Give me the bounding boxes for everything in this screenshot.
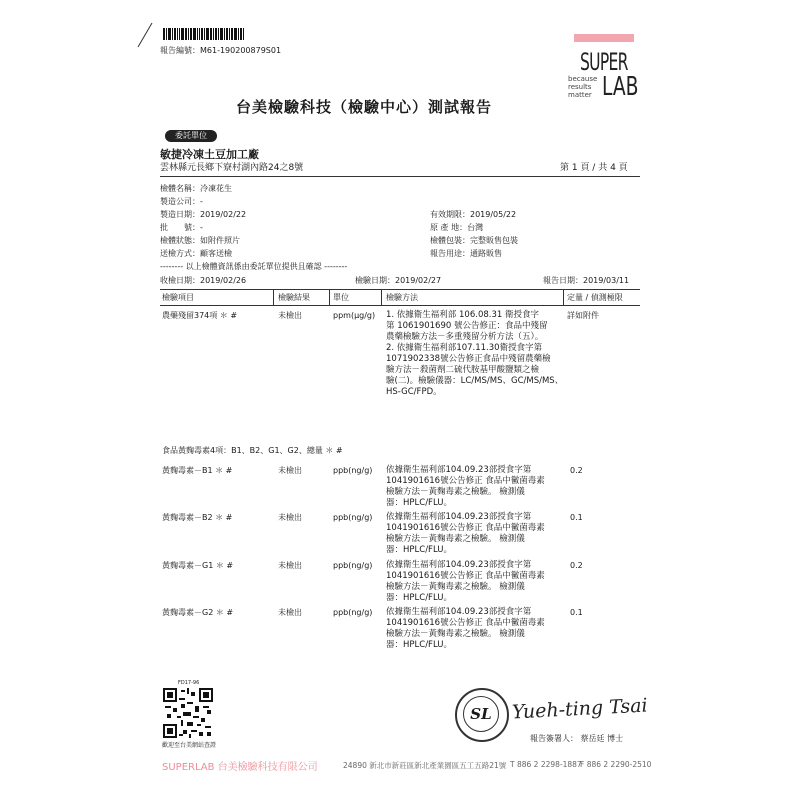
table-row-item: 黃麴毒素－B2 ＊ #: [162, 513, 233, 522]
table-row-item: 黃麴毒素－G1 ＊ #: [162, 561, 234, 570]
table-row-method: 依據衛生福利部104.09.23部授食字第 1041901616號公告修正 食品中黴菌毒素 檢驗方法－黃麴毒素之檢驗。 檢測儀 器：HPLC/FLU。: [386, 512, 545, 555]
table-row-limit: 0.2: [570, 466, 583, 475]
table-row-result: 未檢出: [278, 561, 302, 570]
seal-stamp: SL: [455, 688, 509, 742]
col-divider: [273, 289, 274, 305]
test-date: 檢驗日期：2019/02/27: [355, 276, 442, 285]
sample-name: 檢體名稱：冷凍花生: [160, 184, 232, 193]
disclaimer: -------- 以上檢體資訊係由委託單位提供且確認 --------: [160, 262, 348, 271]
table-row-unit: ppb(ng/g): [333, 561, 373, 570]
qr-code[interactable]: [163, 688, 213, 738]
sample-delivery: 送檢方式：顧客送檢: [160, 249, 232, 258]
table-row-item: 農藥殘留374項 ＊ #: [162, 311, 238, 320]
table-row-limit: 0.1: [570, 608, 583, 617]
table-row-unit: ppb(ng/g): [333, 513, 373, 522]
table-row-limit: 0.1: [570, 513, 583, 522]
logo-accent-bar: [574, 34, 634, 42]
barcode: [163, 28, 273, 42]
client-name: 敏捷冷凍土豆加工廠: [160, 148, 259, 161]
sample-mfg-date: 製造日期：2019/02/22: [160, 210, 247, 219]
footer-fax: F 886 2 2290-2510: [580, 760, 652, 769]
footer-company: SUPERLAB 台美檢驗科技有限公司: [162, 762, 318, 773]
col-divider: [563, 289, 564, 305]
sample-batch: 批 號：-: [160, 223, 203, 232]
header-result: 檢驗結果: [278, 293, 310, 302]
table-row-method: 依據衛生福利部104.09.23部授食字第 1041901616號公告修正 食品中黴菌毒素 檢驗方法－黃麴毒素之檢驗。 檢測儀 器：HPLC/FLU。: [386, 607, 545, 650]
table-row-limit: 詳如附件: [567, 311, 599, 320]
table-row-result: 未檢出: [278, 311, 302, 320]
sample-exp-date: 有效期限：2019/05/22: [430, 210, 517, 219]
sample-origin: 原 產 地：台灣: [430, 223, 484, 232]
signature: Yueh-ting Tsai: [511, 694, 649, 724]
header-limit: 定量 / 偵測極限: [567, 293, 623, 302]
header-item: 檢驗項目: [162, 293, 194, 302]
table-row-method: 1. 依據衛生福利部 106.08.31 衛授食字 第 1061901690 號公告修正：食品中殘留 農藥檢驗方法－多重殘留分析方法（五）。 2. 依據衛生福利部107.11.30衛授食字第 1071902338號公告修正食品中殘留農藥檢 驗方法－殺菌劑二硫代胺基甲酸鹽類之檢 驗(二)。檢驗儀器：LC/MS/MS、GC/MS/MS、 HS-GC/FPD。: [386, 310, 564, 397]
table-row-result: 未檢出: [278, 608, 302, 617]
sample-state: 檢體狀態：如附件照片: [160, 236, 240, 245]
table-row-unit: ppm(μg/g): [333, 311, 376, 320]
aflatoxin-header: 食品黃麴毒素4項：B1、B2、G1、G2、總量 ＊ #: [162, 446, 343, 455]
client-address: 雲林縣元長鄉下寮村湖內路24之8號: [160, 163, 304, 173]
table-row-unit: ppb(ng/g): [333, 608, 373, 617]
divider: [160, 176, 640, 177]
table-row-method: 依據衛生福利部104.09.23部授食字第 1041901616號公告修正 食品中黴菌毒素 檢驗方法－黃麴毒素之檢驗。 檢測儀 器：HPLC/FLU。: [386, 465, 545, 508]
table-row-limit: 0.2: [570, 561, 583, 570]
table-header-rule: [160, 305, 640, 306]
header-method: 檢驗方法: [386, 293, 418, 302]
header-unit: 單位: [333, 293, 349, 302]
report-date: 報告日期：2019/03/11: [543, 276, 630, 285]
sample-maker: 製造公司：-: [160, 197, 203, 206]
page-info: 第 1 頁 / 共 4 頁: [560, 163, 628, 173]
page-title: 台美檢驗科技（檢驗中心）測試報告: [236, 98, 493, 116]
col-divider: [329, 289, 330, 305]
corner-mark: [135, 20, 155, 50]
table-row-item: 黃麴毒素－G2 ＊ #: [162, 608, 234, 617]
table-row-unit: ppb(ng/g): [333, 466, 373, 475]
receive-date: 收檢日期：2019/02/26: [160, 276, 247, 285]
table-row-method: 依據衛生福利部104.09.23部授食字第 1041901616號公告修正 食品中黴菌毒素 檢驗方法－黃麴毒素之檢驗。 檢測儀 器：HPLC/FLU。: [386, 560, 545, 603]
table-row-result: 未檢出: [278, 466, 302, 475]
sample-pack: 檢體包裝：完整販售包裝: [430, 236, 518, 245]
superlab-logo: SUPER because results matter LAB: [564, 28, 644, 128]
client-tag: 委託單位: [165, 130, 217, 142]
report-number: 報告編號：M61-190200879S01: [160, 46, 282, 55]
sample-use: 報告用途：通路販售: [430, 249, 502, 258]
table-top-rule: [160, 289, 640, 290]
qr-caption: 歡迎至台美網站查證: [162, 742, 217, 749]
qr-caption-top: FD17-96: [178, 680, 200, 686]
col-divider: [381, 289, 382, 305]
table-row-item: 黃麴毒素－B1 ＊ #: [162, 466, 233, 475]
table-row-result: 未檢出: [278, 513, 302, 522]
footer-tel: T 886 2 2298-1887: [510, 760, 582, 769]
signer: 報告簽署人： 蔡岳廷 博士: [530, 734, 624, 743]
footer-address: 24890 新北市新莊區新北產業園區五工五路21號: [343, 761, 507, 770]
